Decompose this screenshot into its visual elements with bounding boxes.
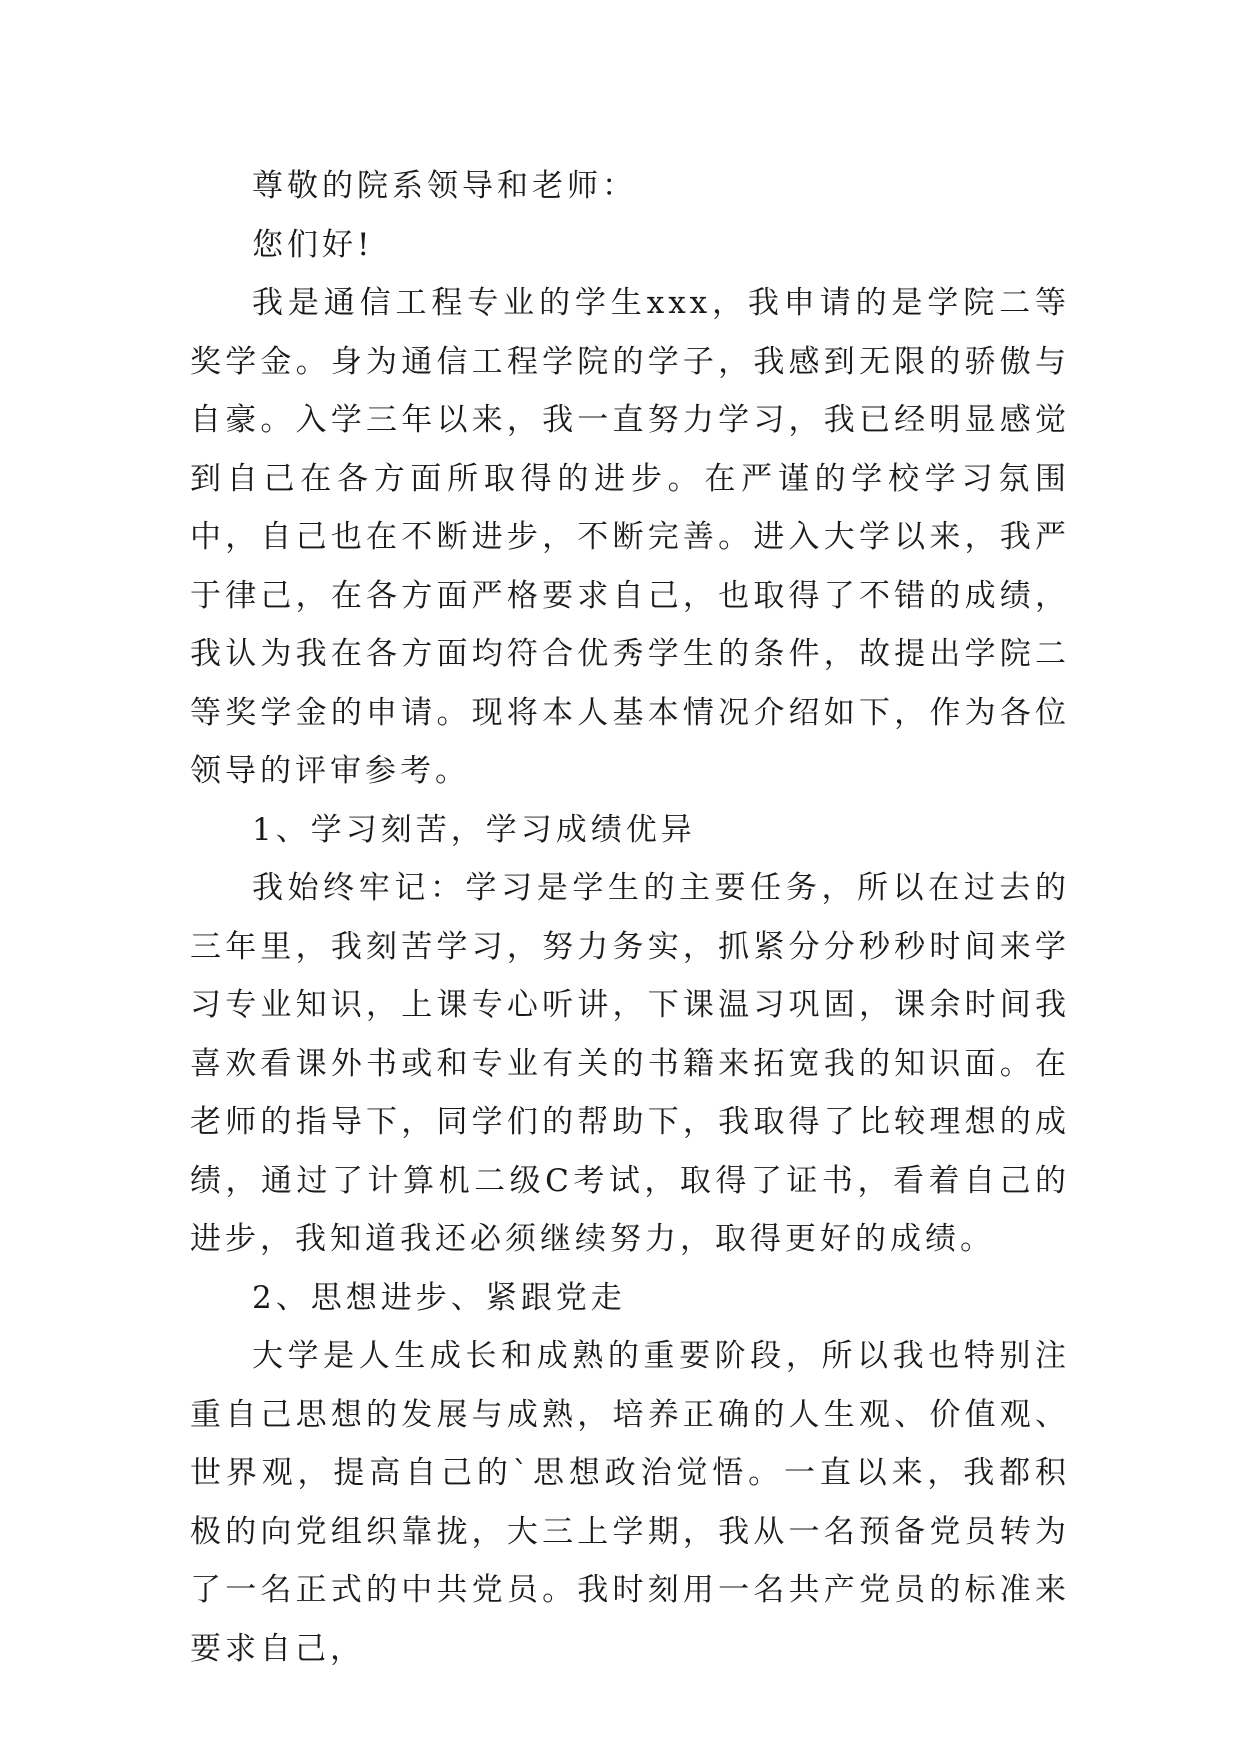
section-heading-study: 1、学习刻苦，学习成绩优异 xyxy=(252,811,696,848)
paragraph-intro: 我是通信工程专业的学生xxx，我申请的是学院二等奖学金。身为通信工程学院的学子，我感到无限的骄傲与自豪。入学三年以来，我一直努力学习，我已经明显感觉到自己在各方面所取得的进步。在严谨的学校学习氛围中，自己也在不断进步，不断完善。进入大学以来，我严于律己，在各方面严格要求自己，也取得了不错的成绩，我认为我在各方面均符合优秀学生的条件，故提出学院二等奖学金的申请。现将本人基本情况介绍如下，作为各位领导的评审参考。 xyxy=(190,285,1070,789)
section-heading-thought: 2、思想进步、紧跟党走 xyxy=(252,1279,626,1316)
letter-body xyxy=(190,157,1070,1678)
paragraph-thought: 大学是人生成长和成熟的重要阶段，所以我也特别注重自己思想的发展与成熟，培养正确的人生观、价值观、世界观，提高自己的`思想政治觉悟。一直以来，我都积极的向党组织靠拢，大三上学期，我从一名预备党员转为了一名正式的中共党员。我时刻用一名共产党员的标准来要求自己， xyxy=(190,1338,1070,1667)
salutation: 尊敬的院系领导和老师： xyxy=(252,168,637,204)
paragraph-study: 我始终牢记：学习是学生的主要任务，所以在过去的三年里，我刻苦学习，努力务实，抓紧分分秒秒时间来学习专业知识，上课专心听讲，下课温习巩固，课余时间我喜欢看课外书或和专业有关的书籍来拓宽我的知识面。在老师的指导下，同学们的帮助下，我取得了比较理想的成绩，通过了计算机二级C考试，取得了证书，看着自己的进步，我知道我还必须继续努力，取得更好的成绩。 xyxy=(190,870,1070,1257)
greeting: 您们好! xyxy=(252,226,374,263)
